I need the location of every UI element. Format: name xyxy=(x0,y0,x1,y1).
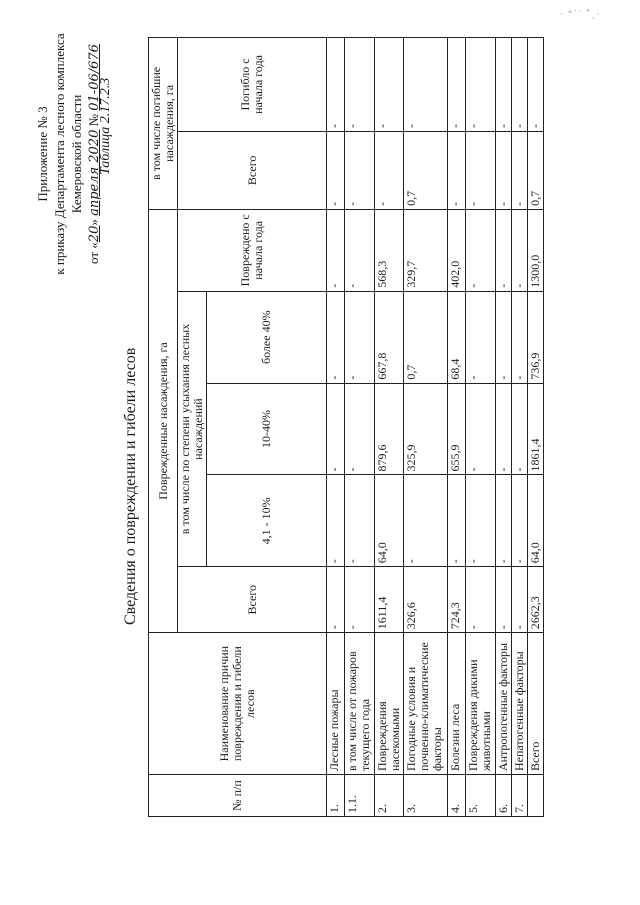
date-day: 20 xyxy=(87,225,102,243)
header-died: в том числе погибшие насаждения, га xyxy=(149,38,178,210)
row-damaged-total: - xyxy=(327,567,345,633)
row-damaged-since-year: - xyxy=(466,209,496,291)
header-degree-1: 4,1 - 10% xyxy=(207,475,327,567)
table-row xyxy=(404,38,448,817)
header-died-total: Всего xyxy=(178,131,327,209)
row-died-since-year: - xyxy=(404,38,448,132)
row-damaged-total: - xyxy=(512,567,528,633)
row-cause: Всего xyxy=(528,633,544,775)
row-degree-1: 64,0 xyxy=(375,475,404,567)
row-died-total: - xyxy=(496,131,512,209)
row-degree-3: 68,4 xyxy=(448,291,466,383)
appendix-line-3: Кемеровской области xyxy=(69,94,84,214)
row-cause: Лесные пожары xyxy=(327,633,345,775)
header-degree-3: более 40% xyxy=(207,291,327,383)
row-died-total: 0,7 xyxy=(528,131,544,209)
row-damaged-since-year: 329,7 xyxy=(404,209,448,291)
table-row xyxy=(466,38,496,817)
row-cause: Повреждения насекомыми xyxy=(375,633,404,775)
row-died-since-year: - xyxy=(528,38,544,132)
row-died-since-year: - xyxy=(345,38,375,132)
row-cause: Непатогенные факторы xyxy=(512,633,528,775)
row-num: 4. xyxy=(448,775,466,817)
row-degree-3: 0,7 xyxy=(404,291,448,383)
row-num: 7. xyxy=(512,775,528,817)
header-damaged-since-year: Повреждено с начала года xyxy=(178,209,327,291)
row-degree-2: - xyxy=(466,383,496,475)
row-damaged-since-year: 402,0 xyxy=(448,209,466,291)
row-damaged-since-year: - xyxy=(512,209,528,291)
row-cause: Болезни леса xyxy=(448,633,466,775)
header-num: № п/п xyxy=(149,775,327,817)
row-died-total: - xyxy=(327,131,345,209)
row-degree-3: - xyxy=(466,291,496,383)
row-degree-2: - xyxy=(345,383,375,475)
row-num: 2. xyxy=(375,775,404,817)
row-degree-2: - xyxy=(327,383,345,475)
table-row xyxy=(496,38,512,817)
row-degree-1: - xyxy=(512,475,528,567)
row-cause: в том числе от пожаров текущего года xyxy=(345,633,375,775)
row-cause: Повреждения дикими животными xyxy=(466,633,496,775)
row-died-total: - xyxy=(466,131,496,209)
table-row xyxy=(375,38,404,817)
damage-table xyxy=(148,37,544,817)
table-number: Таблица 2.17.2.3 xyxy=(98,77,113,175)
table-row xyxy=(512,38,528,817)
row-damaged-total: - xyxy=(496,567,512,633)
row-num: 1. xyxy=(327,775,345,817)
date-number: 01-06/676 xyxy=(87,44,102,111)
header-degree-2: 10-40% xyxy=(207,383,327,475)
row-damaged-total: - xyxy=(345,567,375,633)
row-died-since-year: - xyxy=(512,38,528,132)
row-degree-3: - xyxy=(496,291,512,383)
appendix-line-1: Приложение № 3 xyxy=(35,106,50,202)
row-degree-3: - xyxy=(345,291,375,383)
row-degree-3: - xyxy=(327,291,345,383)
row-damaged-total: 2662,3 xyxy=(528,567,544,633)
row-damaged-total: 326,6 xyxy=(404,567,448,633)
date-month-year: апреля 2020 xyxy=(87,129,102,216)
row-cause: Погодные условия и почвенно-климатические факторы xyxy=(404,633,448,775)
row-num: 5. xyxy=(466,775,496,817)
row-died-since-year: - xyxy=(327,38,345,132)
row-num: 3. xyxy=(404,775,448,817)
row-degree-2: - xyxy=(496,383,512,475)
row-damaged-since-year: - xyxy=(496,209,512,291)
row-died-since-year: - xyxy=(448,38,466,132)
header-cause: Наименование причин повреждения и гибели лесов xyxy=(149,633,327,775)
row-degree-1: - xyxy=(466,475,496,567)
appendix-header xyxy=(34,23,103,285)
row-degree-1: - xyxy=(448,475,466,567)
row-degree-1: - xyxy=(496,475,512,567)
row-num: 6. xyxy=(496,775,512,817)
row-died-total: - xyxy=(512,131,528,209)
row-damaged-total: 724,3 xyxy=(448,567,466,633)
row-degree-3: 736,9 xyxy=(528,291,544,383)
document-title: Сведения о повреждении и гибели лесов xyxy=(122,347,139,625)
appendix-line-2: к приказу Департамента лесного комплекса xyxy=(52,33,67,275)
row-died-since-year: - xyxy=(466,38,496,132)
row-degree-3: 667,8 xyxy=(375,291,404,383)
row-degree-3: - xyxy=(512,291,528,383)
row-died-since-year: - xyxy=(375,38,404,132)
row-damaged-total: 1611,4 xyxy=(375,567,404,633)
row-damaged-since-year: - xyxy=(327,209,345,291)
table-row xyxy=(345,38,375,817)
row-damaged-total: - xyxy=(466,567,496,633)
row-degree-1: - xyxy=(327,475,345,567)
header-damaged: Поврежденные насаждения, га xyxy=(149,209,178,632)
row-num: 1.1. xyxy=(345,775,375,817)
row-damaged-since-year: - xyxy=(345,209,375,291)
row-degree-1: - xyxy=(404,475,448,567)
row-degree-2: - xyxy=(512,383,528,475)
row-degree-1: 64,0 xyxy=(528,475,544,567)
table-row xyxy=(528,38,544,817)
header-damaged-total: Всего xyxy=(178,567,327,633)
table-row xyxy=(448,38,466,817)
date-no-label: № xyxy=(86,110,101,130)
row-degree-2: 325,9 xyxy=(404,383,448,475)
header-died-since-year: Погибло с начала года xyxy=(178,38,327,132)
row-damaged-since-year: 568,3 xyxy=(375,209,404,291)
row-died-total: - xyxy=(375,131,404,209)
row-degree-2: 655,9 xyxy=(448,383,466,475)
row-degree-1: - xyxy=(345,475,375,567)
row-damaged-since-year: 1300,0 xyxy=(528,209,544,291)
header-by-degree: в том числе по степени усыхания лесных насаждений xyxy=(178,291,207,567)
row-cause: Антропогенные факторы xyxy=(496,633,512,775)
scan-mark: · °˙′ ˚¸· xyxy=(560,10,601,20)
date-mid: » xyxy=(86,215,101,226)
table-row xyxy=(327,38,345,817)
row-num xyxy=(528,775,544,817)
row-died-since-year: - xyxy=(496,38,512,132)
row-degree-2: 879,6 xyxy=(375,383,404,475)
row-died-total: - xyxy=(345,131,375,209)
row-died-total: 0,7 xyxy=(404,131,448,209)
row-died-total: - xyxy=(448,131,466,209)
date-prefix: от « xyxy=(86,242,101,264)
row-degree-2: 1861,4 xyxy=(528,383,544,475)
